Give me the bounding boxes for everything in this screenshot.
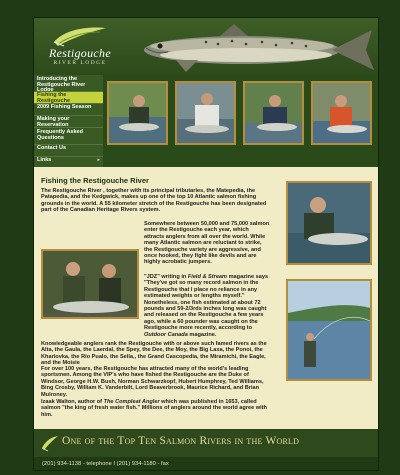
intro-paragraph: The Restigouche River , together with its principal tributaries, the Matepedia, the Patapedia, and the Kedgwick, makes up one of the top 10 Atlantic salmon fishing grounds in the world. A 55 kilometer stretch of the Restigouche has been designated part of the Canadian Heritage Rivers system. [41, 188, 267, 214]
photo-angler-3 [243, 81, 304, 145]
page-frame [33, 17, 379, 471]
sportsmen-paragraph: For over 100 years, the Restigouche has attracted many of the world's leading sportsmen. Among the VIP's who have fished the Restigouche are the Duke of Windsor, George H.W. Bush, Norman Schwarzkopf, Hubert Humphrey, Ted Williams, Bing Crosby, William K. Vanderbilt, Lord Beaverbrook, Maurice Richard, and Brian Mulroney. [41, 366, 264, 398]
walton-paragraph: Izaak Walton, author of The Compleat Angler which was published in 1653, called salmon "the king of fresh water fish." Millions of anglers around the world agree with him. [41, 399, 267, 418]
photo-anglers-with-salmon [41, 249, 139, 319]
photo-angler-1 [107, 81, 168, 145]
brand-subtitle: RIVER LODGE [53, 60, 107, 66]
site-header [34, 18, 378, 75]
nav-item-faq[interactable]: Frequently Asked Questions [34, 128, 103, 145]
sidebar-nav [34, 75, 103, 167]
rivers-paragraph: Knowledgeable anglers rank the Restigouche with or above such famed rivers as the Alta, the Gaula, the Laerdal, the Spey, the Dee, the Moy, the Big Laxa, the Ponoi, the Kharlovka, the Rio Pualo, the Sella,, the Grand Cascopedia, the Miramichi, the Eagle, and the Moisie [41, 341, 267, 367]
salmon-banner-icon [116, 22, 378, 74]
nav-item-reservation[interactable]: Making your Reservation [34, 116, 103, 128]
nav-item-fishing[interactable]: Fishing the Restigouche [34, 92, 103, 104]
nav-item-contact[interactable]: Contact Us [34, 145, 103, 157]
brand-name[interactable]: Restigouche [49, 46, 111, 60]
field-stream-paragraph: "JDZ" writing in Field & Stream magazine says "They've got so many record salmon in the Restigouche that I place no reliance in any estimated weights or lengths myself." Nonetheless, one fish estimated at about 72 pounds and 59-2/3rds inches long was caught and released on the Restigouche a few years ago, while a 60 pounder was caught on the Restigouche more recently, according to Outdoor Canada magazine. [144, 274, 269, 338]
nav-item-introducing[interactable]: Introducing the Restigouche River Lodge [34, 75, 103, 92]
fly-logo-icon [50, 24, 110, 48]
page-title: Fishing the Restigouche River [41, 176, 149, 185]
photo-release-salmon [286, 181, 372, 265]
salmon-count-paragraph: Somewhere between 50,000 and 75,000 salmon enter the Restigouche each year, which attracts anglers from all over the world. While many Atlantic salmon are reluctant to strike, the Restigouche variety are aggressive, and once hooked, they fight like devils and are highly acrobatic jumpers. [144, 221, 270, 266]
photo-river-casting [286, 279, 372, 381]
nav-item-links[interactable]: Links ▸ [34, 157, 103, 169]
slogan: One of the Top Ten Salmon Rivers in the World [62, 435, 300, 447]
photo-strip [103, 75, 378, 167]
contact-bar: (201) 934-1138 - telephone I (201) 934-1180 - fax [34, 457, 378, 471]
fly-footer-icon [40, 434, 60, 452]
main-content [34, 167, 378, 429]
photo-angler-2 [175, 81, 236, 145]
nav-item-season[interactable]: 2009 Fishing Season [34, 104, 103, 116]
expand-arrow-icon: ▸ [97, 157, 100, 163]
site-footer [34, 429, 378, 471]
photo-angler-4 [311, 81, 372, 145]
